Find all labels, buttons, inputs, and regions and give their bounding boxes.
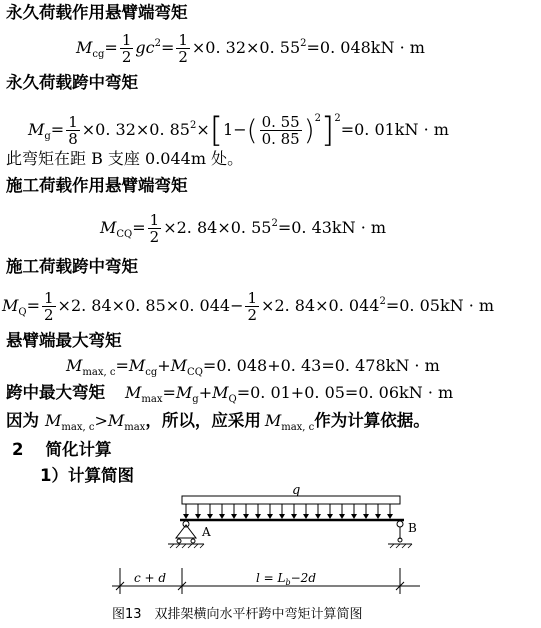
eq5-lhs: M	[66, 356, 83, 375]
eq4-equals: =	[26, 296, 40, 315]
eq6-t1-sub: g	[192, 394, 199, 405]
eq2-sq: 2	[189, 120, 197, 131]
eq4-lhs-sub: Q	[18, 307, 27, 318]
eq5-t2-sub: CQ	[187, 367, 203, 378]
eq6-t2-sub: Q	[228, 394, 237, 405]
eq3-f-den: 2	[149, 228, 160, 246]
eq2-left-bracket: [	[209, 110, 224, 151]
conclusion-mid: ，所以，应采用	[145, 411, 261, 430]
figure-caption: 图13 双排架横向水平杆跨中弯矩计算简图	[112, 607, 363, 622]
heading-midspan-max-moment: 跨中最大弯矩	[6, 383, 105, 402]
eq6-t1: M	[175, 383, 193, 402]
heading-construction-load-midspan: 施工荷载跨中弯矩	[6, 257, 138, 276]
dimension-right-sub: b	[285, 578, 291, 587]
eq3-lhs: M	[100, 218, 117, 237]
heading-construction-load-cantilever: 施工荷载作用悬臂端弯矩	[6, 176, 188, 195]
dimension-right-main: l = L	[256, 571, 286, 585]
support-b-label: B	[408, 521, 417, 535]
eq1-rest: ×0. 32×0. 55	[191, 38, 301, 57]
conclusion-b: M	[107, 411, 125, 430]
eq1-result: =0. 048kN · m	[306, 38, 425, 57]
eq1-f2-den: 2	[178, 48, 188, 66]
dimension-right-label	[256, 571, 316, 587]
eq2-f2-num: 0. 55	[261, 113, 300, 131]
conclusion-c: M	[264, 411, 282, 430]
subsection-1-heading: 1）计算简图	[40, 466, 134, 485]
conclusion-c-sub: max, c	[281, 422, 315, 433]
eq3-result: =0. 43kN · m	[277, 218, 387, 237]
eq3-mult: ×2. 84×0. 55	[163, 218, 272, 237]
conclusion-a: M	[45, 411, 62, 430]
eq2-sq-inner: 2	[314, 113, 322, 124]
conclusion-a-sub: max, c	[61, 422, 95, 433]
conclusion-gt: >	[94, 411, 108, 430]
eq2-result: =0. 01kN · m	[340, 120, 449, 139]
support-a-label: A	[202, 525, 211, 539]
eq2-right-paren: )	[303, 113, 315, 147]
eq1-lhs: M	[76, 38, 93, 57]
section-2-title: 简化计算	[45, 440, 112, 459]
eq2-f1-den: 8	[68, 130, 78, 148]
eq2-one-minus: 1−	[223, 120, 247, 139]
heading-permanent-load-cantilever: 永久荷载作用悬臂端弯矩	[6, 3, 188, 22]
eq6-plus: +	[198, 383, 213, 402]
eq1-lhs-sub: cg	[92, 49, 105, 60]
eq5-t1-sub: cg	[145, 367, 158, 378]
eq2-left-paren: (	[246, 113, 258, 147]
eq1-equals-2: =	[160, 38, 175, 57]
eq1-gc: gc	[135, 38, 155, 57]
heading-permanent-load-midspan: 永久荷载跨中弯矩	[6, 73, 138, 92]
eq5-t1: M	[128, 356, 146, 375]
eq1-equals: =	[104, 38, 118, 57]
eq5-t2: M	[170, 356, 188, 375]
conclusion-pre: 因为	[6, 411, 39, 430]
eq3-equals: =	[132, 218, 146, 237]
eq5-plus: +	[157, 356, 171, 375]
heading-cantilever-max-moment: 悬臂端最大弯矩	[6, 331, 122, 350]
note-distance: 此弯矩在距 B 支座 0.044m 处。	[6, 149, 244, 168]
eq1-f1-den: 2	[121, 48, 132, 66]
eq1-f1-num: 1	[121, 31, 132, 49]
eq2-f1-num: 1	[68, 113, 78, 131]
dimension-left-label: c + d	[134, 571, 167, 585]
eq2-times: ×	[196, 120, 210, 139]
eq2-f2-den: 0. 85	[261, 130, 300, 148]
load-arrowheads	[183, 514, 393, 519]
eq4-f1-den: 2	[44, 306, 54, 324]
eq6-equals: =	[162, 383, 176, 402]
eq2-right-bracket: ]	[321, 110, 335, 151]
eq4-result: =0. 05kN · m	[385, 296, 495, 315]
eq6-lhs: M	[125, 383, 142, 402]
eq1-f2-num: 1	[178, 31, 188, 49]
eq3-lhs-sub: CQ	[116, 229, 133, 240]
eq6-lhs-sub: max	[141, 394, 163, 405]
eq3-sq: 2	[271, 218, 278, 229]
dimension-right-tail: −2d	[290, 571, 316, 585]
eq2-sq-outer: 2	[334, 113, 341, 124]
eq5-equals: =	[115, 356, 129, 375]
eq2-lhs: M	[28, 120, 45, 139]
eq2-lhs-sub: g	[44, 131, 51, 142]
eq4-part2: ×2. 84×0. 044	[261, 296, 380, 315]
conclusion-b-sub: max	[124, 422, 146, 433]
eq4-part1: ×2. 84×0. 85×0. 044−	[57, 296, 244, 315]
eq4-f2-num: 1	[247, 289, 258, 307]
eq4-f1-num: 1	[44, 289, 54, 307]
support-a	[168, 521, 204, 548]
eq5-result: =0. 048+0. 43=0. 478kN · m	[202, 356, 440, 375]
section-2-number: 2	[12, 440, 24, 459]
eq4-f2-den: 2	[247, 306, 258, 324]
load-arrows	[186, 504, 390, 518]
distributed-load-band	[182, 496, 400, 504]
eq5-lhs-sub: max, c	[82, 367, 116, 378]
eq3-f-num: 1	[149, 211, 160, 229]
eq4-lhs: M	[2, 296, 19, 315]
eq1-sq: 2	[154, 38, 161, 49]
conclusion-post: 作为计算依据。	[314, 411, 430, 430]
eq1-sq2: 2	[300, 38, 307, 49]
eq6-result: =0. 01+0. 05=0. 06kN · m	[236, 383, 454, 402]
eq2-equals: =	[50, 120, 65, 139]
eq2-mult: ×0. 32×0. 85	[81, 120, 190, 139]
eq6-t2: M	[212, 383, 229, 402]
load-label-q: q	[292, 483, 301, 498]
eq4-sq: 2	[379, 296, 386, 307]
